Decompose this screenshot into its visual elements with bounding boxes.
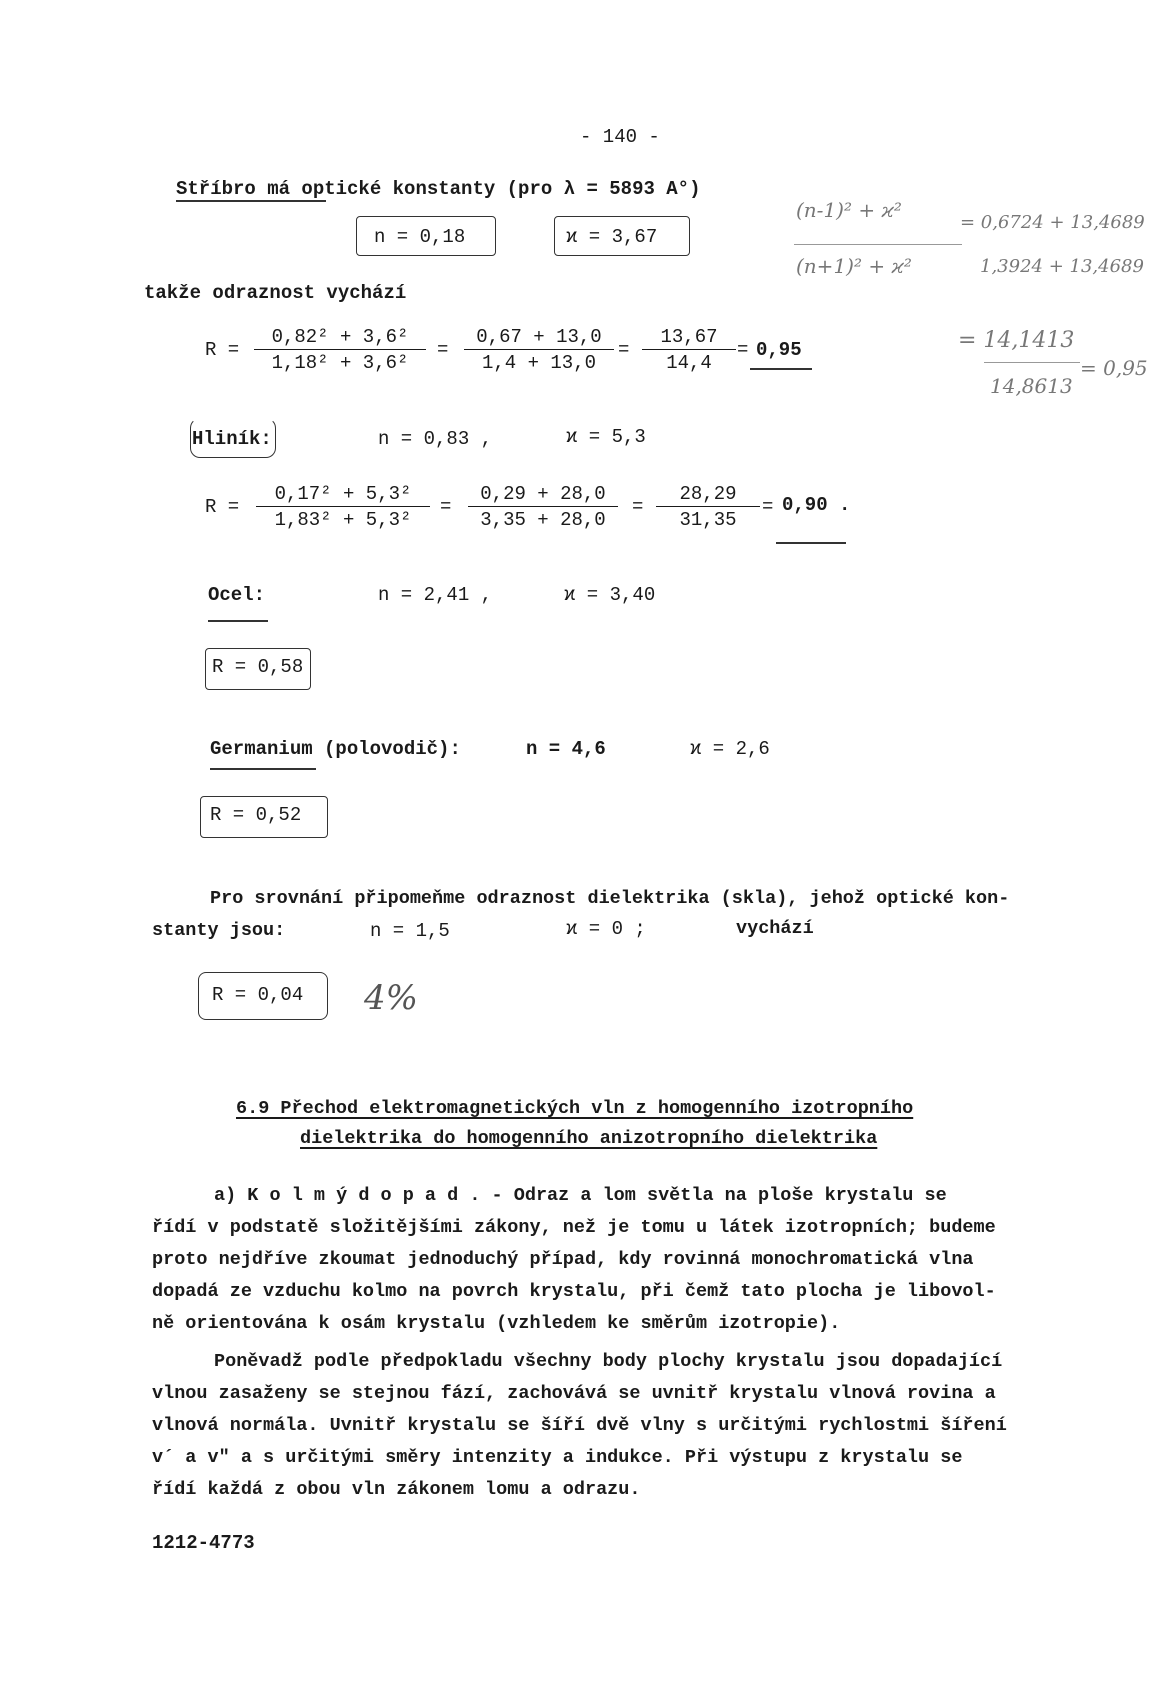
silver-fraction-1 <box>254 326 426 374</box>
aluminium-frac1-num: 0,17² + 5,3² <box>256 483 430 507</box>
aluminium-label-bracket <box>190 418 276 458</box>
aluminium-eq-3: = <box>762 496 774 518</box>
aluminium-eq-1: = <box>440 496 452 518</box>
silver-r-label: R = <box>205 339 240 361</box>
section-heading-line-1: 6.9 Přechod elektromagnetických vln z homogenního izotropního <box>236 1098 914 1119</box>
aluminium-kappa: ϰ = 5,3 <box>566 426 646 448</box>
paragraph-2-line-2: vlnou zasaženy se stejnou fází, zachovává se uvnitř krystalu vlnová rovina a <box>152 1383 996 1404</box>
paragraph-2-line-5: řídí každá z obou vln zákonem lomu a odrazu. <box>152 1479 641 1500</box>
silver-frac2-num: 0,67 + 13,0 <box>464 326 614 350</box>
aluminium-result-underline <box>776 542 846 544</box>
margin-note-2: (n+1)² + ϰ² <box>796 254 912 278</box>
steel-n: n = 2,41 , <box>378 584 493 606</box>
paragraph-1-line-1: a) K o l m ý d o p a d . - Odraz a lom světla na ploše krystalu se <box>214 1185 947 1206</box>
aluminium-n: n = 0,83 , <box>378 428 493 450</box>
germanium-result: R = 0,52 <box>210 804 302 826</box>
dielectric-n: n = 1,5 <box>370 920 450 942</box>
silver-fraction-2 <box>464 326 614 374</box>
margin-note-3: = 0,6724 + 13,4689 <box>960 212 1145 233</box>
silver-frac2-den: 1,4 + 13,0 <box>481 352 597 374</box>
silver-fraction-3 <box>642 326 736 374</box>
dielectric-kappa: ϰ = 0 ; <box>566 918 646 940</box>
silver-eq-1: = <box>437 339 449 361</box>
paragraph-1-line-2: řídí v podstatě složitějšími zákony, než je tomu u látek izotropních; budeme <box>152 1217 996 1238</box>
aluminium-eq-2: = <box>632 496 644 518</box>
section-heading-line-2: dielektrika do homogenního anizotropního dielektrika <box>300 1128 878 1149</box>
dielectric-line-2-end: vychází <box>736 918 814 939</box>
silver-underline <box>176 200 326 202</box>
aluminium-fraction-1 <box>256 483 430 531</box>
page-number: - 140 - <box>580 126 660 148</box>
dielectric-note: 4% <box>364 978 418 1018</box>
aluminium-fraction-2 <box>468 483 618 531</box>
paragraph-2-line-1: Poněvadž podle předpokladu všechny body plochy krystalu jsou dopadající <box>214 1351 1003 1372</box>
margin-note-7: = 0,95 <box>1080 356 1148 380</box>
dielectric-line-1: Pro srovnání připomeňme odraznost dielektrika (skla), jehož optické kon- <box>210 888 1010 909</box>
paragraph-1-line-3: proto nejdříve zkoumat jednoduchý případ, kdy rovinná monochromatická vlna <box>152 1249 974 1270</box>
silver-eq-3: = <box>737 339 749 361</box>
aluminium-r-label: R = <box>205 496 240 518</box>
paragraph-2 <box>152 1346 1082 1506</box>
paragraph-1-line-4: dopadá ze vzduchu kolmo na povrch krystalu, při čemž tato plocha je libovol- <box>152 1281 996 1302</box>
dielectric-line-2-start: stanty jsou: <box>152 920 286 941</box>
footer-code: 1212-4773 <box>152 1532 255 1554</box>
dielectric-result: R = 0,04 <box>212 984 304 1006</box>
silver-eq-2: = <box>618 339 630 361</box>
germanium-underline <box>210 768 316 770</box>
aluminium-result: 0,90 . <box>782 494 851 516</box>
margin-note-5: = 14,1413 <box>958 328 1075 353</box>
paragraph-2-line-3: vlnová normála. Uvnitř krystalu se šíří dvě vlny s určitými rychlostmi šíření <box>152 1415 1007 1436</box>
margin-note-1: (n-1)² + ϰ² <box>796 198 902 222</box>
steel-label: Ocel: <box>208 584 266 606</box>
aluminium-label: Hliník: <box>192 428 272 450</box>
aluminium-fraction-3 <box>656 483 760 531</box>
germanium-n: n = 4,6 <box>526 738 606 760</box>
aluminium-frac2-den: 3,35 + 28,0 <box>480 509 606 531</box>
silver-n: n = 0,18 <box>374 226 466 248</box>
aluminium-frac1-den: 1,83² + 5,3² <box>274 509 412 531</box>
margin-note-bar-2 <box>984 362 1080 363</box>
silver-frac3-num: 13,67 <box>642 326 736 350</box>
silver-result-intro: takže odraznost vychází <box>144 282 407 304</box>
silver-frac1-num: 0,82² + 3,6² <box>254 326 426 350</box>
silver-kappa: ϰ = 3,67 <box>566 226 658 248</box>
aluminium-frac2-num: 0,29 + 28,0 <box>468 483 618 507</box>
margin-note-4: 1,3924 + 13,4689 <box>980 256 1144 277</box>
silver-result: 0,95 <box>756 339 802 361</box>
paragraph-2-line-4: v´ a v" a s určitými směry intenzity a indukce. Při výstupu z krystalu se <box>152 1447 963 1468</box>
germanium-label: Germanium (polovodič): <box>210 738 461 760</box>
germanium-kappa: ϰ = 2,6 <box>690 738 770 760</box>
paragraph-1-line-5: ně orientována k osám krystalu (vzhledem ke směrům izotropie). <box>152 1313 841 1334</box>
silver-frac1-den: 1,18² + 3,6² <box>271 352 409 374</box>
aluminium-frac3-den: 31,35 <box>679 509 737 531</box>
silver-frac3-den: 14,4 <box>666 352 712 374</box>
paragraph-1 <box>152 1180 1082 1340</box>
margin-note-6: 14,8613 <box>990 374 1073 398</box>
margin-note-bar-1 <box>794 244 962 245</box>
steel-kappa: ϰ = 3,40 <box>564 584 656 606</box>
steel-result: R = 0,58 <box>212 656 304 678</box>
silver-result-underline <box>750 368 812 370</box>
silver-intro: Stříbro má optické konstanty (pro λ = 5893 A°) <box>176 178 701 200</box>
steel-underline <box>208 620 268 622</box>
aluminium-frac3-num: 28,29 <box>656 483 760 507</box>
